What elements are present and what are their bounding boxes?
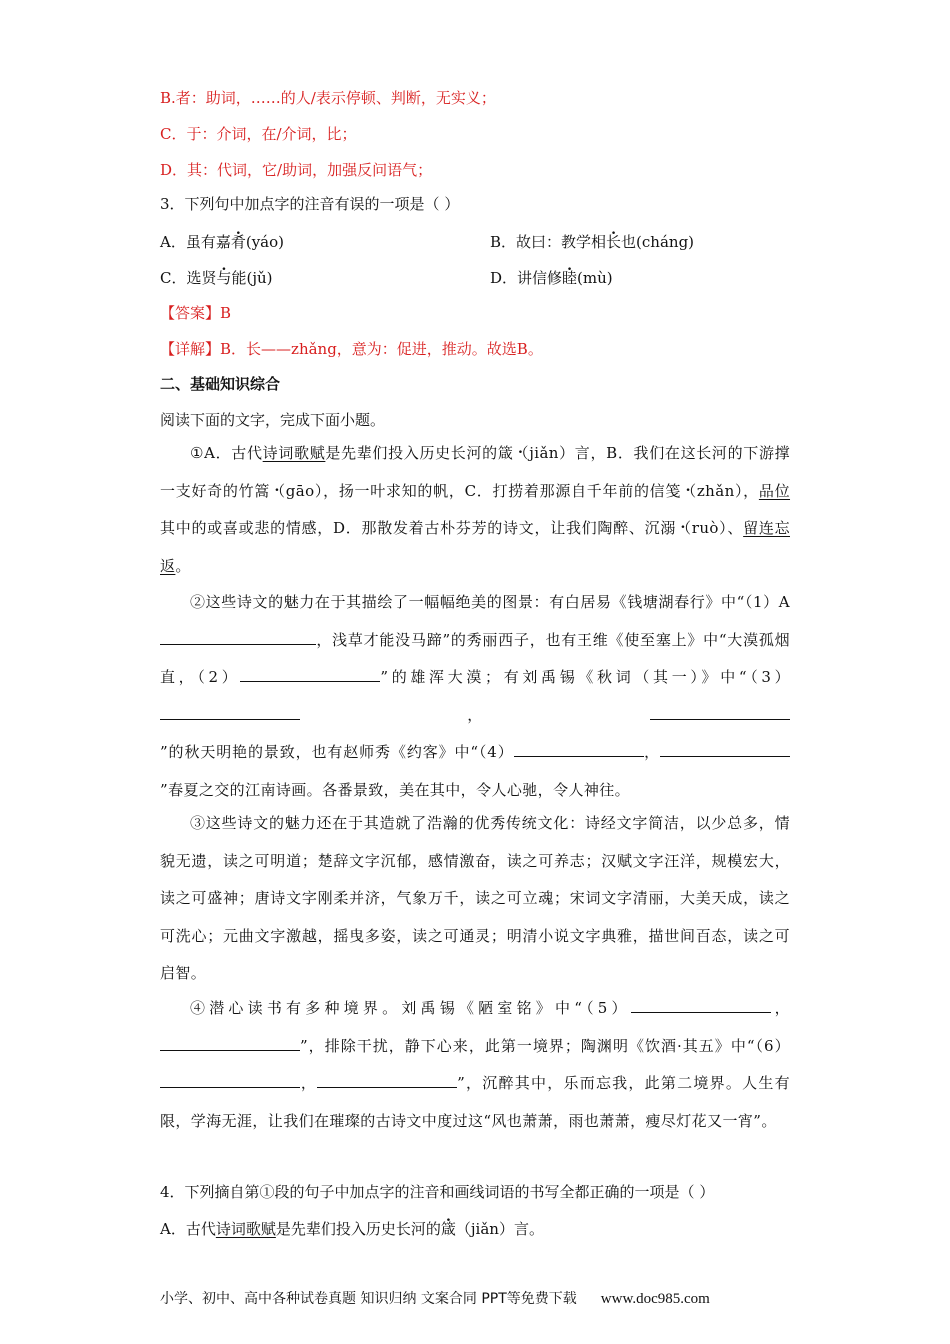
- fill-blank-5b: [160, 1034, 300, 1051]
- emphasis-dot-char: 与: [216, 269, 232, 287]
- detail-label: 【详解】: [160, 340, 221, 358]
- underlined-word: 诗词歌赋: [215, 1220, 276, 1238]
- fill-blank-3b: [650, 703, 790, 720]
- emphasis-dot-char: 篙 .: [254, 482, 270, 500]
- passage-paragraph-2: ②这些诗文的魅力在于其描绘了一幅幅绝美的图景：有白居易《钱塘湖春行》中“（1）A，浅草才能没马蹄”的秀丽西子，也有王维《使至塞上》中“大漠孤烟直，（2） ”的雄浑大漠；有刘禹锡《秋词（其一）》中“（3），”的秋天明艳的景致，也有赵师秀《约客》中“（4） ，”春夏之交的江南诗画。各番景致，美在其中，令人心驰，令人神往。: [160, 593, 791, 799]
- passage-paragraph-4: ④潜心读书有多种境界。刘禹锡《陋室铭》中“（5） ，”，排除干扰，静下心来，此第一境界；陶渊明《饮酒·其五》中“（6）， ”，沉醉其中，乐而忘我，此第二境界。人生有限，学海无涯，让我们在璀璨的古诗文中度过这“风也萧萧，雨也萧萧，瘦尽灯花又一宵”。: [160, 990, 790, 1140]
- q2-option-b: B.者：助词，……的人/表示停顿、判断，无实义；: [160, 89, 496, 107]
- emphasis-dot-char: 笺 .: [665, 482, 681, 500]
- q3-option-c: C．选贤与能(jǔ): [160, 269, 273, 287]
- detail-text: B．长——zhǎng，意为：促进，推动。故选B。: [220, 340, 543, 358]
- q2-option-d: D．其：代词，它/助词，加强反问语气；: [160, 161, 433, 179]
- fill-blank-3a: [160, 703, 300, 720]
- underlined-word: 诗词歌赋: [262, 444, 326, 462]
- q3-options-row-1: [160, 232, 790, 252]
- emphasis-dot-char: 睦: [562, 269, 578, 287]
- underlined-word: 留连忘返: [160, 519, 790, 575]
- answer-label: 【答案】: [160, 304, 221, 322]
- q3-stem: 3．下列句中加点字的注音有误的一项是（ ）: [160, 195, 460, 213]
- q2-option-c: C．于：介词，在/介词，比；: [160, 125, 357, 143]
- q3-option-a: A．虽有嘉肴(yáo): [160, 233, 285, 251]
- emphasis-dot-char: 箴: [440, 1220, 456, 1238]
- emphasis-dot-char: 溺 .: [660, 519, 676, 537]
- fill-blank-1: [160, 628, 316, 645]
- q3-options-row-2: [160, 268, 790, 288]
- section-heading: 二、基础知识综合: [160, 375, 281, 393]
- fill-blank-4a: [514, 740, 644, 757]
- q3-option-b: B．故曰：教学相长也(cháng): [490, 233, 695, 251]
- fill-blank-6a: [160, 1071, 300, 1088]
- section-intro: 阅读下面的文字，完成下面小题。: [160, 411, 386, 429]
- passage-paragraph-1: ①A．古代诗词歌赋是先辈们投入历史长河的箴 .（jiǎn）言，B．我们在这长河的下游撑一支好奇的竹篙 .（gāo），扬一叶求知的帆，C．打捞着那源自千年前的信笺 .（zhǎn），品位其中的或喜或悲的情感，D．那散发着古朴芬芳的诗文，让我们陶醉、沉溺 .（ruò）、留连忘返。: [160, 435, 790, 585]
- q4-option-a: A．古代诗词歌赋是先辈们投入历史长河的箴（jiǎn）言。: [160, 1220, 544, 1238]
- page-footer: [160, 1288, 710, 1308]
- emphasis-dot-char: 箴 .: [498, 444, 514, 462]
- underlined-word: 品位: [758, 481, 791, 500]
- footer-text: 小学、初中、高中各种试卷真题 知识归纳 文案合同 PPT等免费下载: [160, 1291, 577, 1307]
- fill-blank-2: [240, 665, 380, 682]
- answer-value: B: [220, 304, 232, 322]
- q3-option-d: D．讲信修睦(mù): [490, 269, 613, 287]
- footer-site-link[interactable]: www.doc985.com: [600, 1291, 710, 1307]
- emphasis-dot-char: 肴: [230, 233, 246, 251]
- q4-stem: 4．下列摘自第①段的句子中加点字的注音和画线词语的书写全都正确的一项是（ ）: [160, 1183, 715, 1201]
- emphasis-dot-char: 长: [606, 233, 622, 251]
- fill-blank-5a: [631, 996, 771, 1013]
- q3-detail: [160, 339, 790, 359]
- fill-blank-6b: [317, 1071, 457, 1088]
- passage-paragraph-3: ③这些诗文的魅力还在于其造就了浩瀚的优秀传统文化：诗经文字简洁，以少总多，情貌无遗，读之可明道；楚辞文字沉郁，感情激奋，读之可养志；汉赋文字汪洋，规模宏大，读之可盛神；唐诗文字刚柔并济，气象万千，读之可立魂；宋词文字清丽，大美天成，读之可洗心；元曲文字激越，摇曳多姿，读之可通灵；明清小说文字典雅，描世间百态，读之可启智。: [160, 814, 790, 982]
- fill-blank-4b: [660, 740, 790, 757]
- q3-answer: [160, 303, 790, 323]
